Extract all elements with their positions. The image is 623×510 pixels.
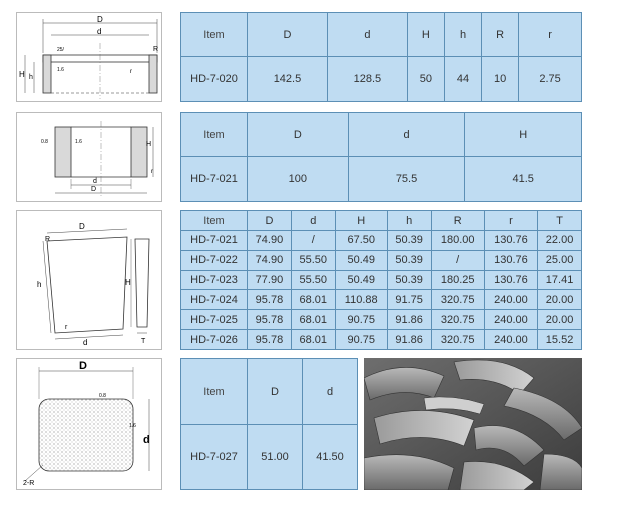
dim-h-label: h [37,280,42,289]
dim-D-label: D [79,360,87,372]
table-row [181,57,582,102]
cell: / [431,250,484,270]
header-d: d [327,13,407,57]
cell: 20.00 [538,290,582,310]
dim-D-label: D [97,15,103,24]
dim-R-label: 2-R [23,480,35,487]
cell: 95.78 [248,310,292,330]
spec-table-hd-7-020 [180,12,582,102]
cell-item: HD-7-026 [181,330,248,350]
cell: 128.5 [327,57,407,102]
header-D: D [248,113,349,157]
cell: 95.78 [248,330,292,350]
header-item: Item [181,13,248,57]
dim-r-label: r [65,324,68,331]
header-item: Item [181,359,248,425]
cell-item: HD-7-025 [181,310,248,330]
cell: 320.75 [431,290,484,310]
dim-H-label: H [19,70,25,79]
cell: 74.90 [248,250,292,270]
dim-r-label: r [151,169,153,175]
cell: 50.39 [387,250,431,270]
cell: 68.01 [291,330,335,350]
cell: 320.75 [431,330,484,350]
header-H: H [407,13,444,57]
roughness-label: 0.8 [99,393,106,399]
table-row [181,425,358,490]
cell: 240.00 [484,310,537,330]
roughness-label: 1.6 [75,139,82,145]
cell: 240.00 [484,290,537,310]
cell: 110.88 [335,290,387,310]
cell: 22.00 [538,231,582,251]
table-row [181,270,582,290]
tile-drawing [17,359,161,489]
cell: 95.78 [248,290,292,310]
header-r: r [484,211,537,231]
header-r: r [519,13,582,57]
dim-H-label: H [146,141,152,148]
dim-D-label: D [79,222,85,231]
cell: 90.75 [335,330,387,350]
cell: 10 [482,57,519,102]
cell: 180.25 [431,270,484,290]
cell: 180.00 [431,231,484,251]
cell-item: HD-7-021 [181,157,248,202]
header-D: D [248,359,303,425]
cell: 50.49 [335,270,387,290]
table-row [181,290,582,310]
cell: 100 [248,157,349,202]
cell-item: HD-7-021 [181,231,248,251]
cell: 320.75 [431,310,484,330]
cell: 91.86 [387,330,431,350]
cell: / [291,231,335,251]
header-item: Item [181,211,248,231]
cell: 2.75 [519,57,582,102]
cell: 74.90 [248,231,292,251]
dim-d-label: d [93,178,97,185]
cell: 50.39 [387,270,431,290]
cell: 50 [407,57,444,102]
cell: 41.50 [303,425,358,490]
cell: 50.49 [335,250,387,270]
cell: 50.39 [387,231,431,251]
product-photo [364,358,582,490]
dim-R-label: R [153,46,159,53]
header-d: d [291,211,335,231]
dim-d-label: d [83,338,88,347]
cell: 91.86 [387,310,431,330]
spec-table-hd-7-021 [180,112,582,202]
dim-T-label: T [141,338,146,345]
cell: 75.5 [348,157,465,202]
cell: 25.00 [538,250,582,270]
cell-item: HD-7-020 [181,57,248,102]
drawing-hd-7-027 [16,358,162,490]
cell-item: HD-7-024 [181,290,248,310]
dim-d-label: d [143,434,150,446]
cell: 17.41 [538,270,582,290]
header-h: h [444,13,481,57]
segment-profile-drawing [17,211,161,349]
ring-section-drawing [17,113,161,201]
header-H: H [335,211,387,231]
dim-r-label: r [130,69,132,75]
cell: 55.50 [291,270,335,290]
header-d: d [348,113,465,157]
cell: 91.75 [387,290,431,310]
cell: 41.5 [465,157,582,202]
drawing-hd-7-021-026 [16,210,162,350]
cell: 20.00 [538,310,582,330]
table-row [181,330,582,350]
cell: 130.76 [484,270,537,290]
dim-D-label: D [91,186,97,193]
cell: 142.5 [248,57,328,102]
cell: 130.76 [484,250,537,270]
cell-item: HD-7-022 [181,250,248,270]
cell: 68.01 [291,310,335,330]
table-row [181,250,582,270]
dim-d-label: d [97,27,102,36]
cell-item: HD-7-027 [181,425,248,490]
header-R: R [482,13,519,57]
roughness-label: 0.8 [41,139,48,145]
header-h: h [387,211,431,231]
header-R: R [431,211,484,231]
cell: 130.76 [484,231,537,251]
dim-H-label: H [125,278,131,287]
cell: 67.50 [335,231,387,251]
roughness-label: 1.6 [129,423,136,429]
header-D: D [248,13,328,57]
cell: 51.00 [248,425,303,490]
header-item: Item [181,113,248,157]
cell: 90.75 [335,310,387,330]
table-row [181,310,582,330]
header-D: D [248,211,292,231]
header-H: H [465,113,582,157]
drawing-hd-7-021 [16,112,162,202]
dim-R-label: R [45,236,51,243]
cell: 44 [444,57,481,102]
spec-table-hd-7-027 [180,358,358,490]
roughness-label: 25/ [57,47,64,53]
table-row [181,157,582,202]
cell: 68.01 [291,290,335,310]
cell: 77.90 [248,270,292,290]
graphite-segments-image [364,358,582,490]
table-row [181,231,582,251]
spec-table-hd-7-021-026 [180,210,582,350]
dim-h-label: h [29,74,33,81]
cell: 240.00 [484,330,537,350]
header-T: T [538,211,582,231]
ring-section-drawing [17,13,161,101]
drawing-hd-7-020 [16,12,162,102]
roughness-label: 1.6 [57,67,64,73]
cell: 15.52 [538,330,582,350]
header-d: d [303,359,358,425]
cell: 55.50 [291,250,335,270]
cell-item: HD-7-023 [181,270,248,290]
